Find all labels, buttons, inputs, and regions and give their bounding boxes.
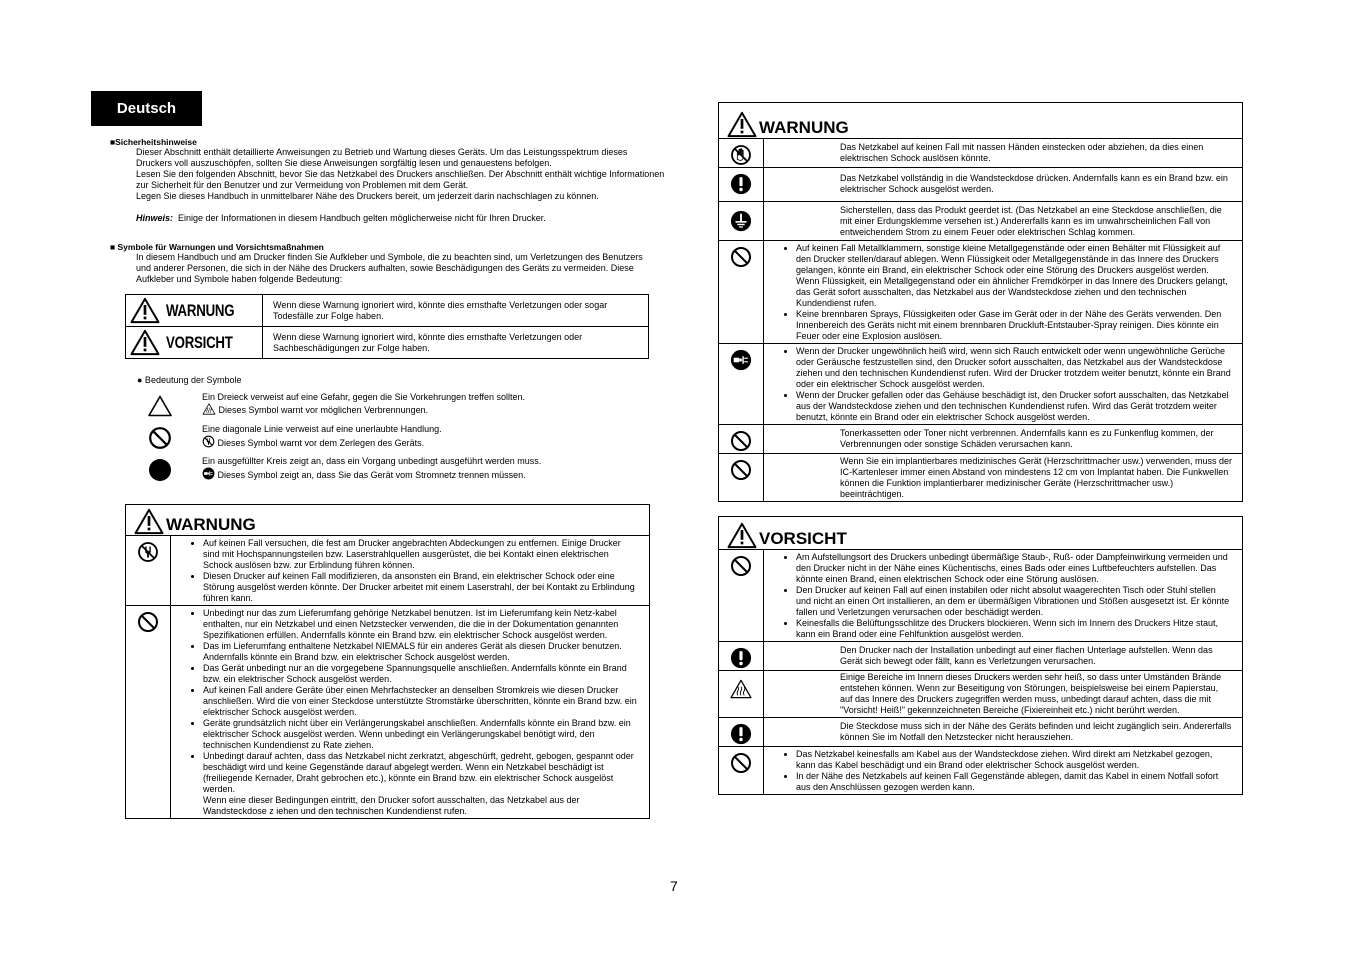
warning-bullet: • Auf keinen Fall andere Geräte über einen Mehrfachstecker an denselben Stromkreis wie diesen Drucker anschließen. Wird die von einer Steckdose unterstützte Stromstärke überschritten, könnte ein Brand bzw. ein elektrischer Schock ausgelöst werden.: [203, 685, 639, 718]
triangle-icon: [148, 395, 172, 417]
no-disassembly-icon: [202, 435, 215, 448]
prohibition-icon: [137, 611, 159, 633]
warning-bullet: • Diesen Drucker auf keinen Fall modifizieren, da ansonsten ein Brand, ein elektrischer Schock oder eine Störung ausgelöst werden könnte. Der Drucker arbeitet mit einem Laserstrahl, der bei Kontakt zu Erblindung führen kann.: [203, 571, 639, 604]
warning-text: Tonerkassetten oder Toner nicht verbrennen. Andernfalls kann es zu Funkenflug kommen, der Verbrennungen oder sonstige Schäden verursachen kann.: [840, 428, 1214, 449]
safety-paragraph: Dieser Abschnitt enthält detaillierte Anweisungen zu Betrieb und Wartung dieses Geräts. Um das Leistungsspektrum dieses Druckers voll auszuschöpfen, sollten Sie diese Anweisungen sorgfältig lesen und genauestens befolgen.: [136, 147, 628, 168]
mandatory-icon: [730, 173, 752, 195]
symbols-section: [110, 242, 645, 285]
warning-text: Das Netzkabel vollständig in die Wandsteckdose drücken. Andernfalls kann es ein Brand bzw. ein elektrischer Schock ausgelöst werden.: [840, 173, 1228, 194]
safety-section: [110, 137, 665, 224]
warning-row: [719, 202, 1242, 241]
mandatory-icon: [730, 647, 752, 669]
caution-text: Die Steckdose muss sich in der Nähe des Geräts befinden und leicht zugänglich sein. Andererfalls können Sie im Notfall den Netzstecker nicht herausziehen.: [840, 721, 1232, 742]
signal-row-warnung: [126, 295, 649, 327]
caution-row: [719, 747, 1242, 794]
warning-bullet: • Das Gerät unbedingt nur an die vorgegebene Spannungsquelle anschließen. Andernfalls könnte ein Brand bzw. ein elektrischer Schock ausgelöst werden.: [203, 663, 639, 685]
warning-triangle-icon: [727, 111, 757, 138]
symbol-meaning-item: [130, 424, 630, 456]
warning-text: Sicherstellen, dass das Produkt geerdet ist. (Das Netzkabel an eine Steckdose anschließen, die mit einer Erdungsklemme versehen ist.) Andererfalls kann es im unwahrscheinlichen Fall von entweichendem Strom zu einem Feuer oder elektrischen Schlag kommen.: [840, 205, 1222, 237]
ground-icon: [730, 210, 752, 232]
page-number: 7: [670, 878, 678, 894]
warning-bullet: • Wenn der Drucker ungewöhnlich heiß wird, wenn sich Rauch entwickelt oder wenn ungewöhnliche Gerüche oder Geräusche festzustellen sind, den Drucker sofort ausschalten, das Netzkabel aus der Wandsteckdose ziehen und den technischen Kundendienst rufen. Wird der Drucker trotzdem weiter benutzt, könnte ein Brand oder ein elektrischer Schock ausgelöst werden.: [796, 346, 1232, 390]
hot-surface-icon: [202, 403, 216, 415]
warning-bullet: • Das im Lieferumfang enthaltene Netzkabel NIEMALS für ein anderes Gerät als diesen Drucker benutzen. Andernfalls könnte ein Brand bzw. ein elektrischer Schock ausgelöst werden.: [203, 641, 639, 663]
warning-tail: Wenn eine dieser Bedingungen eintritt, den Drucker sofort ausschalten, das Netzkabel aus der Wandsteckdose z iehen und den technischen Kundendienst rufen.: [203, 795, 580, 816]
safety-paragraph: Legen Sie dieses Handbuch in unmittelbarer Nähe des Druckers bereit, um jederzeit darin nachschlagen zu können.: [136, 191, 599, 201]
warning-bullet: • Unbedingt darauf achten, dass das Netzkabel nicht zerkratzt, abgeschürft, gedreht, gebogen, gespannt oder beschädigt wird und keine Gegenstände darauf abgelegt werden. Wenn ein Netzkabel beschädigt ist (freiliegende Kernader, Draht gebrochen etc.), könnte ein Brand bzw. ein elektrischer Schock ausgelöst werden.: [203, 751, 639, 795]
warning-row: [719, 425, 1242, 454]
symbol-meaning-line: Ein Dreieck verweist auf eine Gefahr, gegen die Sie Vorkehrungen treffen sollten.: [202, 392, 526, 402]
note-text: Einige der Informationen in diesem Handbuch gelten möglicherweise nicht für Ihren Drucker.: [178, 213, 546, 223]
symbol-meaning-line: Ein ausgefüllter Kreis zeigt an, dass ein Vorgang unbedingt ausgeführt werden muss.: [202, 456, 542, 466]
language-tab: Deutsch: [91, 91, 202, 126]
symbols-heading: ■ Symbole für Warnungen und Vorsichtsmaßnahmen: [110, 242, 324, 252]
signal-word-table: [125, 294, 649, 359]
warning-triangle-icon: [134, 508, 164, 535]
hot-surface-icon: [730, 679, 752, 699]
symbol-meaning-line: Dieses Symbol warnt vor möglichen Verbrennungen.: [218, 405, 429, 415]
warning-row: [719, 168, 1242, 202]
safety-paragraph: Lesen Sie den folgenden Abschnitt, bevor Sie das Netzkabel des Druckers anschließen. Der Abschnitt enthält wichtige Informationen zur Sicherheit für den Benutzer und zur Vermeidung von Problemen mit dem Gerät.: [136, 169, 665, 190]
signal-desc: Wenn diese Warnung ignoriert wird, könnte dies ernsthafte Verletzungen oder sogar Todesfälle zur Folge haben.: [263, 295, 649, 327]
caution-row: [719, 671, 1242, 718]
caution-text: Den Drucker nach der Installation unbedingt auf einer flachen Unterlage aufstellen. Wenn das Gerät sich bewegt oder fällt, kann es Verletzungen verursachen.: [840, 645, 1213, 666]
box-title: WARNUNG: [166, 515, 256, 534]
symbol-meaning-line: Eine diagonale Linie verweist auf eine unerlaubte Handlung.: [202, 424, 442, 434]
signal-word: WARNUNG: [166, 300, 235, 320]
caution-text: Einige Bereiche im Innern dieses Druckers werden sehr heiß, so dass unter Umständen Brände entstehen können. Wenn zur Beseitigung von Störungen, beispielsweise bei einem Papierstau, auf das Innere des Druckers zugegriffen werden muss, unbedingt darauf achten, dass die mit "Vorsicht! Heiß!" gekennzeichneten Bereiche (Fixiereinheit etc.) nicht berührt werden.: [840, 672, 1222, 715]
symbol-meaning-line: Dieses Symbol warnt vor dem Zerlegen des Geräts.: [217, 438, 425, 448]
caution-bullet: • Am Aufstellungsort des Druckers unbedingt übermäßige Staub-, Ruß- oder Dampfeinwirkung vermeiden und den Drucker nicht in der Nähe eines Küchentischs, eines Bads oder eines Luftbefeuchters aufstellen. Das könnte einen Brand, einen elektrischen Schock oder eine Störung auslösen.: [796, 552, 1232, 585]
warning-text: Wenn Sie ein implantierbares medizinisches Gerät (Herzschrittmacher usw.) verwenden, muss der IC-Kartenleser immer einen Abstand von mindestens 12 cm von Implantat haben. Die Funkwellen können die Funktion implantierbarer medizinischer Geräte (Herzschrittmacher usw.) beeinträchtigen.: [840, 456, 1232, 499]
warning-text: Das Netzkabel auf keinen Fall mit nassen Händen einstecken oder abziehen, da dies einen elektrischen Schock auslösen könnte.: [840, 142, 1204, 163]
box-title: VORSICHT: [759, 529, 847, 548]
prohibition-icon: [730, 752, 752, 774]
warning-box-right: [718, 102, 1243, 502]
caution-bullet: • In der Nähe des Netzkabels auf keinen Fall Gegenstände ablegen, damit das Kabel in einem Notfall sofort aus den Anschlüssen gezogen werden kann.: [796, 771, 1232, 793]
note-label: Hinweis:: [136, 213, 174, 223]
warning-bullet: • Geräte grundsätzlich nicht über ein Verlängerungskabel anschließen. Andernfalls könnte ein Brand bzw. ein elektrischer Schock ausgelöst werden. Wenn unbedingt ein Verlängerungskabel benötigt wird, den technischen Kundendienst zu Rate ziehen.: [203, 718, 639, 751]
prohibition-icon: [730, 430, 752, 452]
symbols-text: In diesem Handbuch und am Drucker finden Sie Aufkleber und Symbole, die zu beachten sind, um Verletzungen des Benutzers und anderer Personen, die sich in der Nähe des Druckers aufhalten, sowie Beschädigungen des Geräts zu vermeiden. Diese Aufkleber und Symbole haben folgende Bedeutung:: [136, 252, 643, 284]
caution-row: [719, 642, 1242, 671]
symbol-meaning-item: [130, 456, 630, 488]
mandatory-icon: [730, 723, 752, 745]
warning-row: [719, 454, 1242, 501]
warning-triangle-icon: [130, 329, 160, 356]
warning-bullet: • Auf keinen Fall Metallklammern, sonstige kleine Metallgegenstände oder einen Behälter mit Flüssigkeit auf den Drucker stellen/darauf ablegen. Wenn Flüssigkeit oder Metallgegenstände in das Innere des Druckers gelangen, könnte ein Brand, ein elektrischer Schock oder eine Störung des Druckers ausgelöst werden. Wenn Flüssigkeit, ein Metallgegenstand oder ein ähnlicher Fremdkörper in das Innere des Druckers gelangt, das Gerät sofort ausschalten, das Netzkabel aus der Wandsteckdose ziehen und den technischen Kundendienst rufen.: [796, 243, 1232, 309]
symbol-meaning-label: ● Bedeutung der Symbole: [137, 375, 242, 385]
signal-desc: Wenn diese Warnung ignoriert wird, könnte dies ernsthafte Verletzungen oder Sachbeschädigungen zur Folge haben.: [263, 327, 649, 359]
warning-bullet: • Keine brennbaren Sprays, Flüssigkeiten oder Gase im Gerät oder in der Nähe des Geräts verwenden. Den Innenbereich des Geräts nicht mit einem brennbaren Druckluft-Entstauber-Spray reinigen. Dies könnte ein Feuer oder eine Explosion auslösen.: [796, 309, 1232, 342]
no-wet-hands-icon: [730, 144, 752, 166]
warning-row: [126, 606, 649, 818]
signal-row-vorsicht: [126, 327, 649, 359]
warning-bullet: • Wenn der Drucker gefallen oder das Gehäuse beschädigt ist, den Drucker sofort ausschalten, das Netzkabel aus der Wandsteckdose ziehen und den technischen Kundendienst rufen. Wird das Gerät trotzdem weiter benutzt, könnte ein Brand oder ein elektrischer Schock ausgelöst werden.: [796, 390, 1232, 423]
warning-box-left: [125, 504, 650, 819]
box-title: WARNUNG: [759, 118, 849, 137]
caution-row: [719, 718, 1242, 747]
warning-row: [126, 536, 649, 606]
unplug-icon: [202, 467, 215, 480]
prohibition-icon: [730, 459, 752, 481]
symbol-meaning-line: Dieses Symbol zeigt an, dass Sie das Gerät vom Stromnetz trennen müssen.: [217, 470, 526, 480]
prohibition-icon: [730, 246, 752, 268]
prohibition-icon: [730, 555, 752, 577]
warning-row: [719, 139, 1242, 168]
safety-heading: ■Sicherheitshinweise: [110, 137, 197, 147]
warning-triangle-icon: [130, 297, 160, 324]
warning-bullet: • Unbedingt nur das zum Lieferumfang gehörige Netzkabel benutzen. Ist im Lieferumfang kein Netz-kabel enthalten, nur ein Netzkabel und einen Netzstecker verwenden, die die in der Dokumentation genannten Spezifikationen erfüllen. Andernfalls könnte ein Brand bzw. ein elektrischer Schock ausgelöst werden.: [203, 608, 639, 641]
filled-circle-icon: [148, 458, 172, 482]
caution-bullet: • Das Netzkabel keinesfalls am Kabel aus der Wandsteckdose ziehen. Wird direkt am Netzkabel gezogen, kann das Kabel beschädigt und ein Brand oder elektrischer Schock ausgelöst werden.: [796, 749, 1232, 771]
caution-box-right: [718, 516, 1243, 795]
caution-row: [719, 550, 1242, 642]
caution-bullet: • Keinesfalls die Belüftungsschlitze des Druckers blockieren. Wenn sich im Innern des Druckers Hitze staut, kann ein Brand oder eine Fehlfunktion ausgelöst werden.: [796, 618, 1232, 640]
caution-bullet: • Den Drucker auf keinen Fall auf einen instabilen oder nicht absolut waagerechten Tisch oder Stuhl stellen und nicht an einen Ort installieren, an dem er übermäßigen Vibrationen und Stößen ausgesetzt ist. Er könnte fallen und Verletzungen verursachen oder beschädigt werden.: [796, 585, 1232, 618]
warning-row: [719, 241, 1242, 344]
warning-bullet: • Auf keinen Fall versuchen, die fest am Drucker angebrachten Abdeckungen zu entfernen. Einige Drucker sind mit Hochspannungsteilen bzw. Laserstrahlquellen ausgerüstet, die bei Kontakt einen elektrischen Schock auslösen bzw. zur Erblindung führen können.: [203, 538, 639, 571]
signal-word: VORSICHT: [166, 332, 233, 352]
warning-triangle-icon: [727, 522, 757, 549]
unplug-icon: [730, 349, 752, 371]
symbol-meaning-item: [130, 392, 630, 424]
warning-row: [719, 344, 1242, 425]
symbol-meanings: [130, 392, 630, 488]
prohibition-icon: [148, 426, 172, 450]
no-disassembly-icon: [137, 541, 159, 563]
